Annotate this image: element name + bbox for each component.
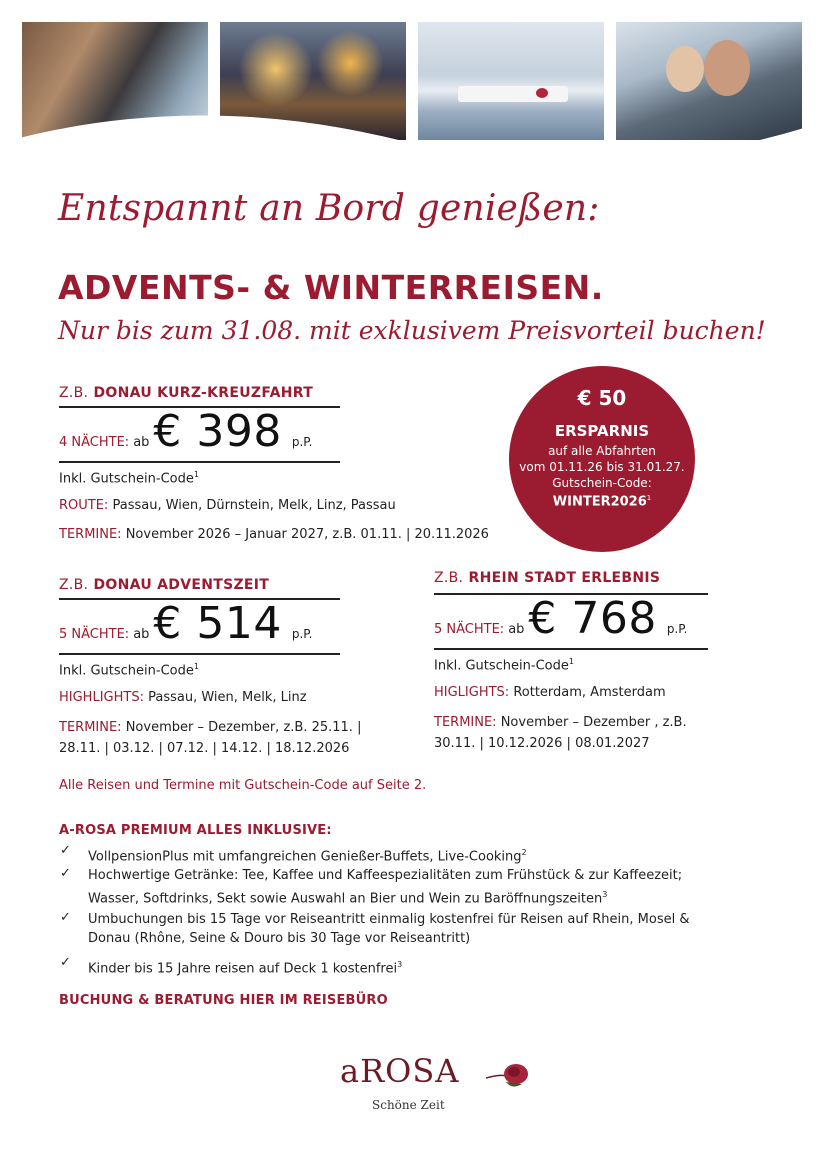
photo-strip-wave xyxy=(0,88,820,178)
inclusive-item-1-text: VollpensionPlus mit umfangreichen Genießer-Buffets, Live-Cooking xyxy=(88,849,522,865)
trip-2-pp: p.P. xyxy=(291,627,313,641)
headline-subtitle: Nur bis zum 31.08. mit exklusivem Preisvorteil buchen! xyxy=(58,316,766,345)
trip-1-rule-bottom xyxy=(59,461,340,463)
trip-3-prefix: Z.B. xyxy=(434,570,464,586)
trip-3-voucher-text: Inkl. Gutschein-Code xyxy=(434,658,569,674)
trip-3-voucher-sup: 1 xyxy=(568,657,574,666)
check-icon: ✓ xyxy=(60,955,71,970)
inclusive-item-1 xyxy=(88,843,788,866)
trip-3-nights: 5 NÄCHTE: xyxy=(434,622,505,637)
trip-3-dates xyxy=(434,712,687,754)
inclusive-item-3 xyxy=(88,910,788,948)
trip-1-voucher-sup: 1 xyxy=(193,470,199,479)
badge-line2: vom 01.11.26 bis 31.01.27. xyxy=(519,460,685,474)
trip-2-highlights-label: HIGHLIGHTS: xyxy=(59,690,144,705)
trip-1-pp: p.P. xyxy=(291,435,313,449)
trip-3-highlights xyxy=(434,685,666,700)
trip-3-voucher xyxy=(434,657,574,673)
rose-icon xyxy=(486,1056,530,1092)
inclusive-item-4-text: Kinder bis 15 Jahre reisen auf Deck 1 kostenfrei xyxy=(88,961,398,977)
trip-2-dates xyxy=(59,717,361,759)
trip-2-price: € 514 xyxy=(153,598,282,649)
trip-2-nights: 5 NÄCHTE: xyxy=(59,627,130,642)
inclusive-title: A-ROSA PREMIUM ALLES INKLUSIVE: xyxy=(59,823,332,838)
headline-title: ADVENTS- & WINTERREISEN. xyxy=(58,268,604,307)
trip-2-title xyxy=(59,577,269,593)
trip-1-dates xyxy=(59,527,489,542)
check-icon: ✓ xyxy=(60,866,71,881)
trip-3-dates-text: November – Dezember , z.B. xyxy=(500,715,687,730)
trip-2-ab: ab xyxy=(133,627,150,642)
arosa-logo xyxy=(340,1052,540,1122)
inclusive-item-4-sup: 3 xyxy=(397,960,403,969)
trip-3-dates-label: TERMINE: xyxy=(434,715,497,730)
trip-1-route-text: Passau, Wien, Dürnstein, Melk, Linz, Passau xyxy=(112,498,396,513)
trip-2-voucher xyxy=(59,662,199,678)
all-trips-note: Alle Reisen und Termine mit Gutschein-Code auf Seite 2. xyxy=(59,778,427,793)
trip-2-dates-text: November – Dezember, z.B. 25.11. | xyxy=(125,720,362,735)
trip-1-route xyxy=(59,498,396,513)
trip-1-dates-text: November 2026 – Januar 2027, z.B. 01.11. | 20.11.2026 xyxy=(125,527,489,542)
trip-3-ab: ab xyxy=(508,622,525,637)
trip-2-voucher-sup: 1 xyxy=(193,662,199,671)
trip-3-price-row xyxy=(434,593,688,644)
inclusive-item-2-sup: 3 xyxy=(602,890,608,899)
logo-tagline: Schöne Zeit xyxy=(372,1098,445,1112)
trip-2-highlights xyxy=(59,690,307,705)
trip-1-route-label: ROUTE: xyxy=(59,498,109,513)
trip-2-dates-label: TERMINE: xyxy=(59,720,122,735)
trip-3-dates-text2: 30.11. | 10.12.2026 | 08.01.2027 xyxy=(434,736,650,751)
trip-2-voucher-text: Inkl. Gutschein-Code xyxy=(59,663,194,679)
trip-3-name: RHEIN STADT ERLEBNIS xyxy=(468,570,661,586)
logo-wordmark: aROSA xyxy=(340,1052,460,1090)
trip-2-rule-bottom xyxy=(59,653,340,655)
trip-3-pp: p.P. xyxy=(666,622,688,636)
trip-2-price-row xyxy=(59,598,313,649)
inclusive-item-1-sup: 2 xyxy=(521,848,527,857)
inclusive-item-3-text2: Donau (Rhône, Seine & Douro bis 30 Tage vor Reiseantritt) xyxy=(88,931,471,946)
trip-3-price: € 768 xyxy=(528,593,657,644)
trip-1-title xyxy=(59,385,313,401)
booking-note: BUCHUNG & BERATUNG HIER IM REISEBÜRO xyxy=(59,993,388,1008)
badge-amount: € 50 xyxy=(577,386,627,410)
badge-code-sup: 1 xyxy=(646,494,652,502)
check-icon: ✓ xyxy=(60,843,71,858)
badge-code: WINTER2026 xyxy=(552,494,647,510)
trip-2-highlights-text: Passau, Wien, Melk, Linz xyxy=(148,690,307,705)
badge-line1: auf alle Abfahrten xyxy=(548,444,656,458)
trip-1-dates-label: TERMINE: xyxy=(59,527,122,542)
trip-1-price-row xyxy=(59,406,313,457)
trip-1-name: DONAU KURZ-KREUZFAHRT xyxy=(93,385,314,401)
headline-script: Entspannt an Bord genießen: xyxy=(58,188,600,229)
inclusive-item-3-text: Umbuchungen bis 15 Tage vor Reiseantritt einmalig kostenfrei für Reisen auf Rhein, Mosel & xyxy=(88,912,690,927)
inclusive-item-2-text2: Wasser, Softdrinks, Sekt sowie Auswahl an Bier und Wein zu Baröffnungszeiten xyxy=(88,891,603,907)
inclusive-item-4 xyxy=(88,955,788,978)
badge-line3: Gutschein-Code: xyxy=(552,476,652,490)
trip-1-prefix: Z.B. xyxy=(59,385,89,401)
inclusive-item-2-text: Hochwertige Getränke: Tee, Kaffee und Kaffeespezialitäten zum Frühstück & zur Kaffeezeit; xyxy=(88,868,683,883)
trip-1-voucher-text: Inkl. Gutschein-Code xyxy=(59,471,194,487)
trip-1-nights: 4 NÄCHTE: xyxy=(59,435,130,450)
trip-2-prefix: Z.B. xyxy=(59,577,89,593)
trip-1-ab: ab xyxy=(133,435,150,450)
trip-3-highlights-label: HIGLIGHTS: xyxy=(434,685,510,700)
trip-3-title xyxy=(434,570,660,586)
trip-3-rule-bottom xyxy=(434,648,708,650)
trip-1-voucher xyxy=(59,470,199,486)
badge-title: ERSPARNIS xyxy=(554,422,650,440)
check-icon: ✓ xyxy=(60,910,71,925)
savings-badge xyxy=(509,366,695,552)
inclusive-item-2 xyxy=(88,866,788,908)
trip-1-price: € 398 xyxy=(153,406,282,457)
trip-2-name: DONAU ADVENTSZEIT xyxy=(93,577,270,593)
trip-2-dates-text2: 28.11. | 03.12. | 07.12. | 14.12. | 18.12.2026 xyxy=(59,741,350,756)
trip-3-highlights-text: Rotterdam, Amsterdam xyxy=(513,685,666,700)
